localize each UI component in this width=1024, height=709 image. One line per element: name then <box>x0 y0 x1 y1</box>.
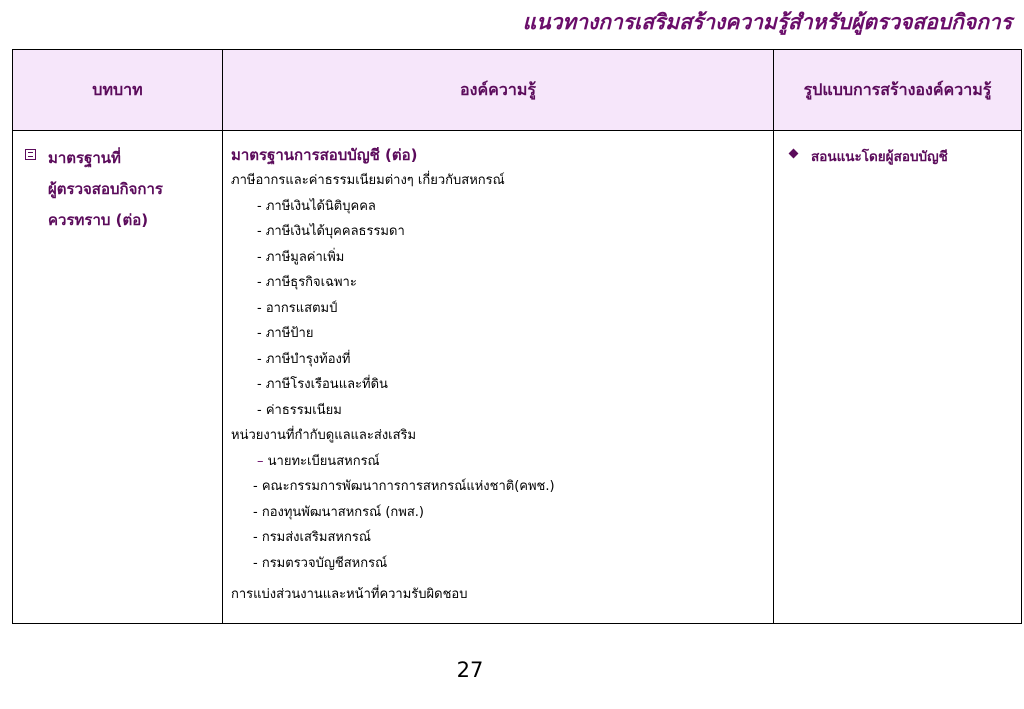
diamond-bullet-icon <box>789 149 799 159</box>
agency-section-title: หน่วยงานที่กำกับดูแลและส่งเสริม <box>231 428 417 443</box>
agency-dash: – <box>257 453 264 469</box>
agency-item: - คณะกรรมการพัฒนาการการสหกรณ์แห่งชาติ(คพช.) <box>253 479 555 494</box>
role-line-3: ควรทราบ (ต่อ) <box>48 211 149 229</box>
table-header-row <box>13 50 1022 131</box>
tax-item: - ภาษีเงินได้บุคคลธรรมดา <box>257 224 405 239</box>
agency-item: - กรมส่งเสริมสหกรณ์ <box>253 530 371 545</box>
role-cell <box>13 131 223 624</box>
page-title: แนวทางการเสริมสร้างความรู้สำหรับผู้ตรวจสอบกิจการ <box>522 10 1012 34</box>
page-number: 27 <box>456 658 484 682</box>
tax-item: - ภาษีบำรุงท้องที่ <box>257 351 351 367</box>
role-line-2: ผู้ตรวจสอบกิจการ <box>48 180 163 198</box>
tax-section-title: ภาษีอากรและค่าธรรมเนียมต่างๆ เกี่ยวกับสหกรณ์ <box>231 173 505 188</box>
knowledge-heading: มาตรฐานการสอบบัญชี (ต่อ) <box>231 146 418 164</box>
agency-item: - กองทุนพัฒนาสหกรณ์ (กพส.) <box>253 504 425 520</box>
column-header-role: บทบาท <box>13 50 223 131</box>
tax-item: - ภาษีมูลค่าเพิ่ม <box>257 249 345 265</box>
tax-item: - ภาษีธุรกิจเฉพาะ <box>257 275 357 290</box>
knowledge-cell <box>223 131 774 624</box>
method-item: สอนแนะโดยผู้สอบบัญชี <box>811 149 948 165</box>
method-cell <box>774 131 1022 624</box>
role-line-1: มาตรฐานที่ <box>48 149 121 167</box>
tax-item: - ภาษีป้าย <box>257 326 314 341</box>
tax-item: - ภาษีเงินได้นิติบุคคล <box>257 198 376 214</box>
agency-item <box>231 449 765 475</box>
responsibility-line: การแบ่งส่วนงานและหน้าที่ความรับผิดชอบ <box>231 587 468 602</box>
tax-item: - อากรแสตมป์ <box>257 300 338 316</box>
table-row <box>13 131 1022 624</box>
tax-item: - ค่าธรรมเนียม <box>257 402 342 418</box>
column-header-knowledge: องค์ความรู้ <box>223 50 774 131</box>
agency-item: - กรมตรวจบัญชีสหกรณ์ <box>253 555 388 571</box>
agency-item-text: นายทะเบียนสหกรณ์ <box>267 453 380 469</box>
tax-item: - ภาษีโรงเรือนและที่ดิน <box>257 377 388 392</box>
column-header-method: รูปแบบการสร้างองค์ความรู้ <box>774 50 1022 131</box>
knowledge-table <box>12 49 1022 624</box>
checkbox-bullet-icon <box>25 149 36 160</box>
